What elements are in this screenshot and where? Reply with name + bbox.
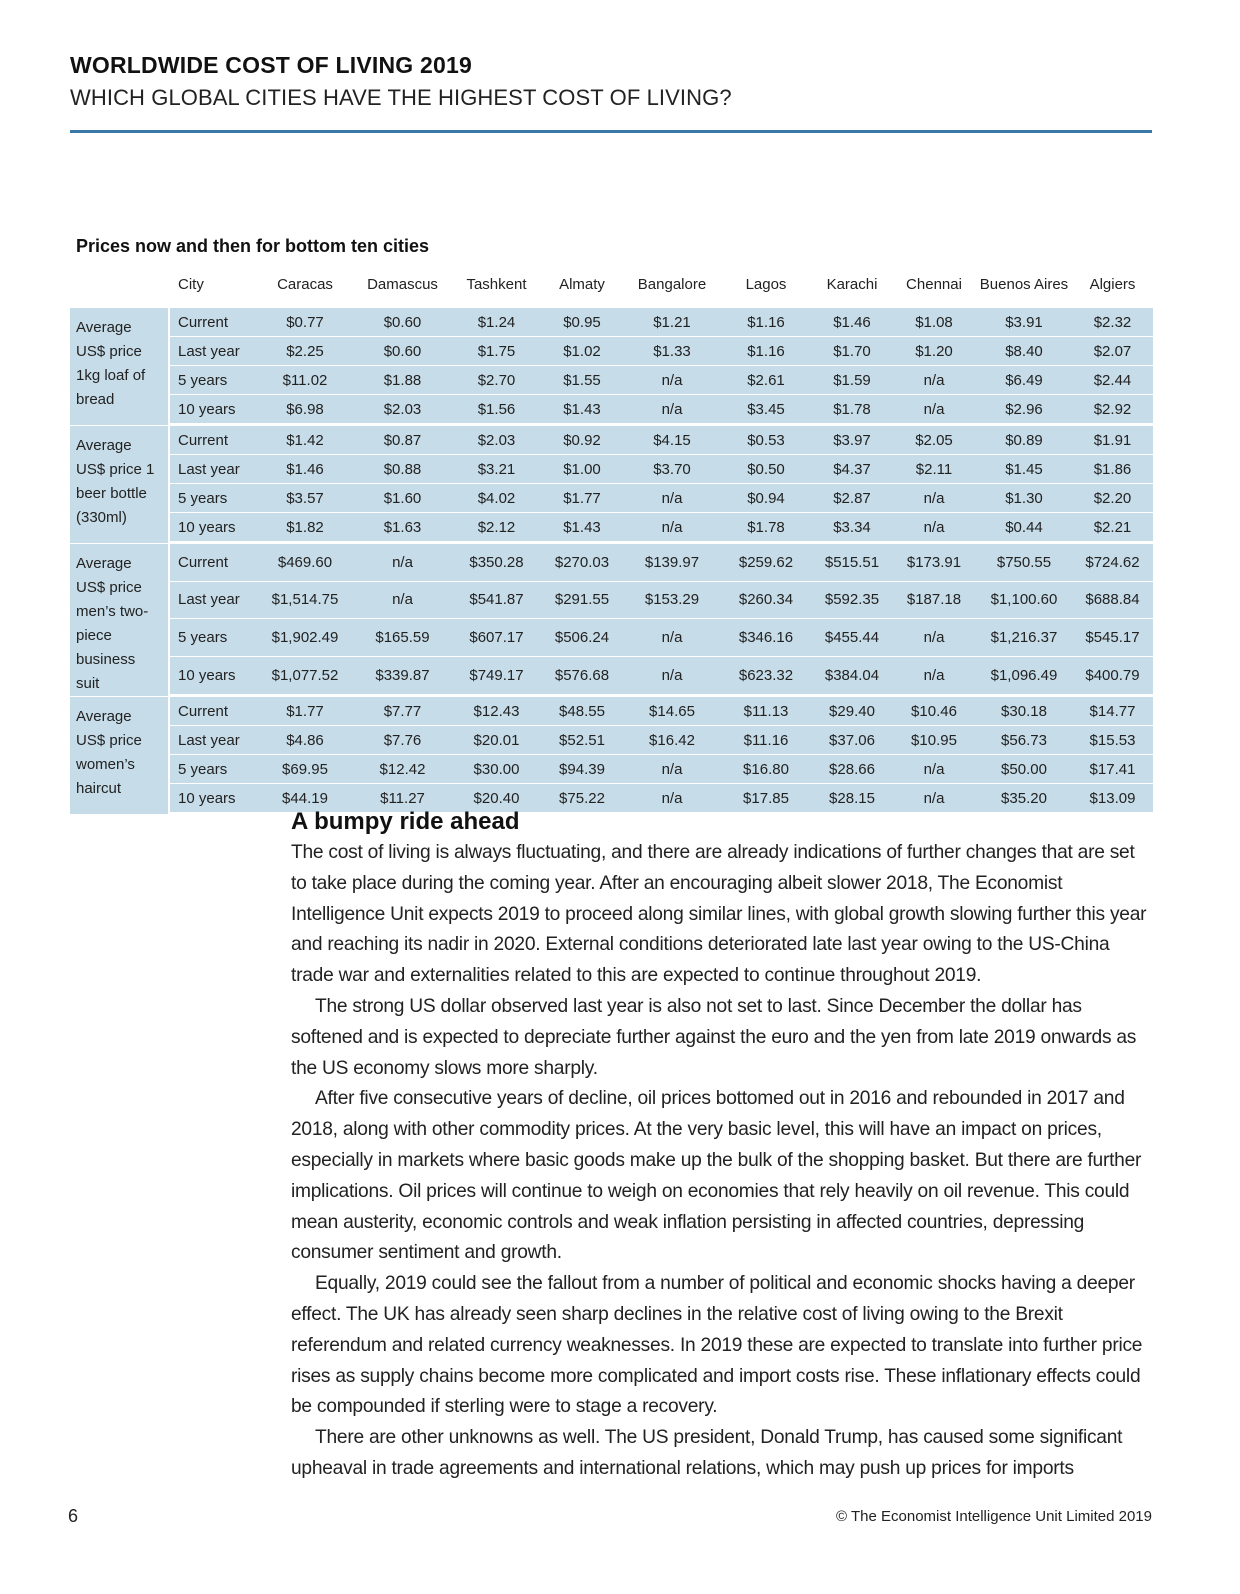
price-cell: $10.46 [892, 697, 976, 726]
price-cell: $1.77 [540, 484, 624, 513]
price-cell: $545.17 [1072, 619, 1153, 657]
price-cell: $260.34 [720, 582, 812, 620]
table-row [70, 726, 1153, 755]
price-cell: $11.13 [720, 697, 812, 726]
price-cell: $37.06 [812, 726, 892, 755]
table-row [70, 455, 1153, 484]
price-cell: n/a [624, 366, 720, 395]
price-cell: $2.92 [1072, 395, 1153, 426]
price-cell: n/a [624, 755, 720, 784]
price-cell: $187.18 [892, 582, 976, 620]
price-cell: $1,077.52 [258, 657, 352, 697]
price-cell: $2.12 [453, 513, 540, 544]
table-row [70, 337, 1153, 366]
price-cell: n/a [352, 544, 453, 582]
price-cell: $2.05 [892, 426, 976, 455]
price-cell: n/a [624, 484, 720, 513]
price-cell: $0.88 [352, 455, 453, 484]
table-row [70, 755, 1153, 784]
article-paragraph: After five consecutive years of decline, oil prices bottomed out in 2016 and rebounded in 2017 and 2018, along with other commodity prices. At the very basic level, this will have an impact on prices, especially in markets where basic goods make up the bulk of the shopping basket. But there are further implications. Oil prices will continue to weigh on economies that rely heavily on oil revenue. This could mean austerity, economic controls and weak inflation persisting in affected countries, depressing consumer sentiment and growth. [291, 1088, 1142, 1264]
row-category: Average US$ price 1kg loaf of bread [70, 308, 170, 426]
price-cell: $350.28 [453, 544, 540, 582]
price-cell: n/a [624, 784, 720, 815]
price-cell: $1.45 [976, 455, 1072, 484]
price-cell: $52.51 [540, 726, 624, 755]
price-cell: $6.49 [976, 366, 1072, 395]
table-row [70, 513, 1153, 544]
price-cell: $1.43 [540, 513, 624, 544]
row-category: Average US$ price men’s two-piece business suit [70, 544, 170, 697]
price-cell: n/a [624, 657, 720, 697]
price-cell: $2.32 [1072, 308, 1153, 337]
price-cell: $0.89 [976, 426, 1072, 455]
row-period: Last year [170, 726, 258, 755]
price-cell: $3.21 [453, 455, 540, 484]
price-cell: $1.08 [892, 308, 976, 337]
price-cell: $12.42 [352, 755, 453, 784]
price-cell: $1.55 [540, 366, 624, 395]
price-cell: $2.44 [1072, 366, 1153, 395]
article-paragraph: Equally, 2019 could see the fallout from a number of political and economic shocks having a deeper effect. The UK has already seen sharp declines in the relative cost of living owing to the Brexit referendum and related currency weaknesses. In 2019 these are expected to translate into further price rises as supply chains become more complicated and import costs rise. These inflationary effects could be compounded if sterling were to stage a recovery. [291, 1273, 1143, 1418]
price-cell: $2.11 [892, 455, 976, 484]
price-cell: $15.53 [1072, 726, 1153, 755]
price-cell: $1,514.75 [258, 582, 352, 620]
price-cell: $1.78 [720, 513, 812, 544]
price-cell: $0.53 [720, 426, 812, 455]
table-row [70, 582, 1153, 620]
price-cell: n/a [892, 395, 976, 426]
price-cell: $1.46 [258, 455, 352, 484]
prices-table [70, 262, 1153, 815]
price-cell: $44.19 [258, 784, 352, 815]
article-paragraph: There are other unknowns as well. The US president, Donald Trump, has caused some significant upheaval in trade agreements and international relations, which may push up prices for imports [291, 1427, 1123, 1479]
price-cell: $291.55 [540, 582, 624, 620]
price-cell: $20.40 [453, 784, 540, 815]
price-cell: $48.55 [540, 697, 624, 726]
row-period: Current [170, 544, 258, 582]
table-row [70, 395, 1153, 426]
price-cell: $6.98 [258, 395, 352, 426]
city-header: Algiers [1089, 276, 1136, 293]
price-cell: $1.20 [892, 337, 976, 366]
city-header: Almaty [559, 276, 605, 293]
price-cell: n/a [892, 784, 976, 815]
price-cell: $1.24 [453, 308, 540, 337]
price-cell: $30.00 [453, 755, 540, 784]
row-period: Last year [170, 337, 258, 366]
table-row [70, 308, 1153, 337]
price-cell: $1.63 [352, 513, 453, 544]
price-cell: $56.73 [976, 726, 1072, 755]
price-cell: $3.91 [976, 308, 1072, 337]
price-cell: n/a [892, 513, 976, 544]
city-column-label: City [178, 276, 204, 293]
price-cell: $1.21 [624, 308, 720, 337]
row-category: Average US$ price 1 beer bottle (330ml) [70, 426, 170, 544]
price-cell: $506.24 [540, 619, 624, 657]
city-header: Damascus [367, 276, 438, 293]
price-cell: $94.39 [540, 755, 624, 784]
price-cell: $1.43 [540, 395, 624, 426]
price-cell: $515.51 [812, 544, 892, 582]
price-cell: n/a [892, 657, 976, 697]
price-cell: $16.42 [624, 726, 720, 755]
city-header: Chennai [906, 276, 962, 293]
price-cell: $75.22 [540, 784, 624, 815]
price-cell: $14.65 [624, 697, 720, 726]
price-cell: $2.07 [1072, 337, 1153, 366]
article-paragraph: The cost of living is always fluctuating, and there are already indications of further changes that are set to take place during the coming year. After an encouraging albeit slower 2018, The Economist Intelligence Unit expects 2019 to proceed along similar lines, with global growth slowing further this year and reaching its nadir in 2020. External conditions deteriorated late last year owing to the US-China trade war and externalities related to this are expected to continue throughout 2019. [291, 842, 1147, 987]
prices-table-body [70, 308, 1153, 815]
price-cell: $1.70 [812, 337, 892, 366]
price-cell: $69.95 [258, 755, 352, 784]
price-cell: $4.02 [453, 484, 540, 513]
row-period: Last year [170, 455, 258, 484]
price-cell: $4.37 [812, 455, 892, 484]
price-cell: $28.15 [812, 784, 892, 815]
city-header: Tashkent [466, 276, 527, 293]
price-cell: $0.92 [540, 426, 624, 455]
price-cell: $35.20 [976, 784, 1072, 815]
price-cell: $270.03 [540, 544, 624, 582]
table-row [70, 657, 1153, 697]
city-header: Lagos [745, 276, 787, 293]
row-period: Current [170, 697, 258, 726]
row-category: Average US$ price women’s haircut [70, 697, 170, 815]
row-period: 10 years [170, 395, 258, 426]
price-cell: $1.77 [258, 697, 352, 726]
table-row [70, 426, 1153, 455]
price-cell: $576.68 [540, 657, 624, 697]
price-cell: $17.41 [1072, 755, 1153, 784]
price-cell: $541.87 [453, 582, 540, 620]
price-cell: $3.97 [812, 426, 892, 455]
price-cell: $1.16 [720, 337, 812, 366]
price-cell: $11.16 [720, 726, 812, 755]
price-cell: $2.70 [453, 366, 540, 395]
price-cell: n/a [624, 619, 720, 657]
row-period: 5 years [170, 755, 258, 784]
table-row [70, 619, 1153, 657]
price-cell: n/a [892, 484, 976, 513]
price-cell: $1.56 [453, 395, 540, 426]
price-cell: $12.43 [453, 697, 540, 726]
price-cell: $3.70 [624, 455, 720, 484]
price-cell: $3.45 [720, 395, 812, 426]
price-cell: $8.40 [976, 337, 1072, 366]
price-cell: $0.60 [352, 308, 453, 337]
price-cell: $2.21 [1072, 513, 1153, 544]
price-cell: $11.27 [352, 784, 453, 815]
price-cell: n/a [352, 582, 453, 620]
price-cell: $20.01 [453, 726, 540, 755]
row-period: 5 years [170, 484, 258, 513]
price-cell: $165.59 [352, 619, 453, 657]
price-cell: $29.40 [812, 697, 892, 726]
report-title: WORLDWIDE COST OF LIVING 2019 [70, 52, 472, 78]
price-cell: $1.60 [352, 484, 453, 513]
price-cell: $688.84 [1072, 582, 1153, 620]
price-cell: $2.87 [812, 484, 892, 513]
price-cell: $7.77 [352, 697, 453, 726]
price-cell: $16.80 [720, 755, 812, 784]
price-cell: $1.75 [453, 337, 540, 366]
price-cell: $0.50 [720, 455, 812, 484]
price-cell: $607.17 [453, 619, 540, 657]
price-cell: $1.30 [976, 484, 1072, 513]
price-cell: $1.16 [720, 308, 812, 337]
price-cell: $346.16 [720, 619, 812, 657]
price-cell: $10.95 [892, 726, 976, 755]
price-cell: $50.00 [976, 755, 1072, 784]
price-cell: $3.34 [812, 513, 892, 544]
price-cell: $3.57 [258, 484, 352, 513]
price-cell: $2.03 [453, 426, 540, 455]
price-cell: $1.91 [1072, 426, 1153, 455]
price-cell: $1.86 [1072, 455, 1153, 484]
price-cell: $749.17 [453, 657, 540, 697]
price-cell: $11.02 [258, 366, 352, 395]
table-row [70, 544, 1153, 582]
price-cell: $14.77 [1072, 697, 1153, 726]
price-cell: $469.60 [258, 544, 352, 582]
price-cell: $0.95 [540, 308, 624, 337]
price-cell: $13.09 [1072, 784, 1153, 815]
report-subtitle: WHICH GLOBAL CITIES HAVE THE HIGHEST COST OF LIVING? [70, 85, 732, 110]
price-cell: $1,902.49 [258, 619, 352, 657]
price-cell: $1.46 [812, 308, 892, 337]
price-cell: $259.62 [720, 544, 812, 582]
city-header: Bangalore [637, 276, 707, 293]
row-period: 5 years [170, 366, 258, 395]
price-cell: $400.79 [1072, 657, 1153, 697]
table-row [70, 366, 1153, 395]
price-cell: n/a [624, 395, 720, 426]
price-cell: $1,216.37 [976, 619, 1072, 657]
price-cell: $4.86 [258, 726, 352, 755]
price-cell: $173.91 [892, 544, 976, 582]
price-cell: $1.33 [624, 337, 720, 366]
row-period: Current [170, 308, 258, 337]
price-cell: $455.44 [812, 619, 892, 657]
table-header-row [70, 262, 1153, 308]
price-cell: $7.76 [352, 726, 453, 755]
city-header: Karachi [826, 276, 878, 293]
price-cell: $1.00 [540, 455, 624, 484]
header-divider [70, 130, 1152, 133]
price-cell: $1,096.49 [976, 657, 1072, 697]
price-cell: $2.96 [976, 395, 1072, 426]
city-header: Buenos Aires [979, 276, 1069, 293]
price-cell: n/a [624, 513, 720, 544]
price-cell: $1,100.60 [976, 582, 1072, 620]
row-period: 10 years [170, 657, 258, 697]
table-row [70, 697, 1153, 726]
price-cell: $1.42 [258, 426, 352, 455]
price-cell: $750.55 [976, 544, 1072, 582]
city-header: Caracas [277, 276, 333, 293]
price-cell: $0.87 [352, 426, 453, 455]
price-cell: $0.60 [352, 337, 453, 366]
table-row [70, 484, 1153, 513]
price-cell: $0.77 [258, 308, 352, 337]
price-cell: $2.25 [258, 337, 352, 366]
table-title: Prices now and then for bottom ten cities [76, 236, 430, 256]
price-cell: $17.85 [720, 784, 812, 815]
price-cell: $139.97 [624, 544, 720, 582]
price-cell: $724.62 [1072, 544, 1153, 582]
article-heading: A bumpy ride ahead [291, 808, 520, 835]
price-cell: $2.61 [720, 366, 812, 395]
price-cell: $2.03 [352, 395, 453, 426]
price-cell: $30.18 [976, 697, 1072, 726]
page-header [70, 52, 1152, 111]
price-cell: $339.87 [352, 657, 453, 697]
header-blank [70, 262, 170, 308]
row-period: Last year [170, 582, 258, 620]
row-period: Current [170, 426, 258, 455]
price-cell: $153.29 [624, 582, 720, 620]
copyright-notice: © The Economist Intelligence Unit Limited 2019 [836, 1508, 1152, 1525]
price-cell: $623.32 [720, 657, 812, 697]
row-period: 10 years [170, 784, 258, 815]
article [291, 808, 1153, 1485]
page-number: 6 [68, 1506, 79, 1526]
price-cell: $4.15 [624, 426, 720, 455]
price-cell: n/a [892, 366, 976, 395]
price-cell: $0.44 [976, 513, 1072, 544]
price-cell: $1.02 [540, 337, 624, 366]
price-cell: $0.94 [720, 484, 812, 513]
price-cell: $2.20 [1072, 484, 1153, 513]
row-period: 5 years [170, 619, 258, 657]
price-cell: $384.04 [812, 657, 892, 697]
price-cell: $592.35 [812, 582, 892, 620]
price-cell: $28.66 [812, 755, 892, 784]
price-cell: n/a [892, 619, 976, 657]
price-cell: n/a [892, 755, 976, 784]
price-cell: $1.59 [812, 366, 892, 395]
article-paragraph: The strong US dollar observed last year is also not set to last. Since December the dollar has softened and is expected to depreciate further against the euro and the yen from late 2019 onwards as the US economy slows more sharply. [291, 995, 1137, 1079]
price-cell: $1.82 [258, 513, 352, 544]
price-cell: $1.78 [812, 395, 892, 426]
price-cell: $1.88 [352, 366, 453, 395]
row-period: 10 years [170, 513, 258, 544]
